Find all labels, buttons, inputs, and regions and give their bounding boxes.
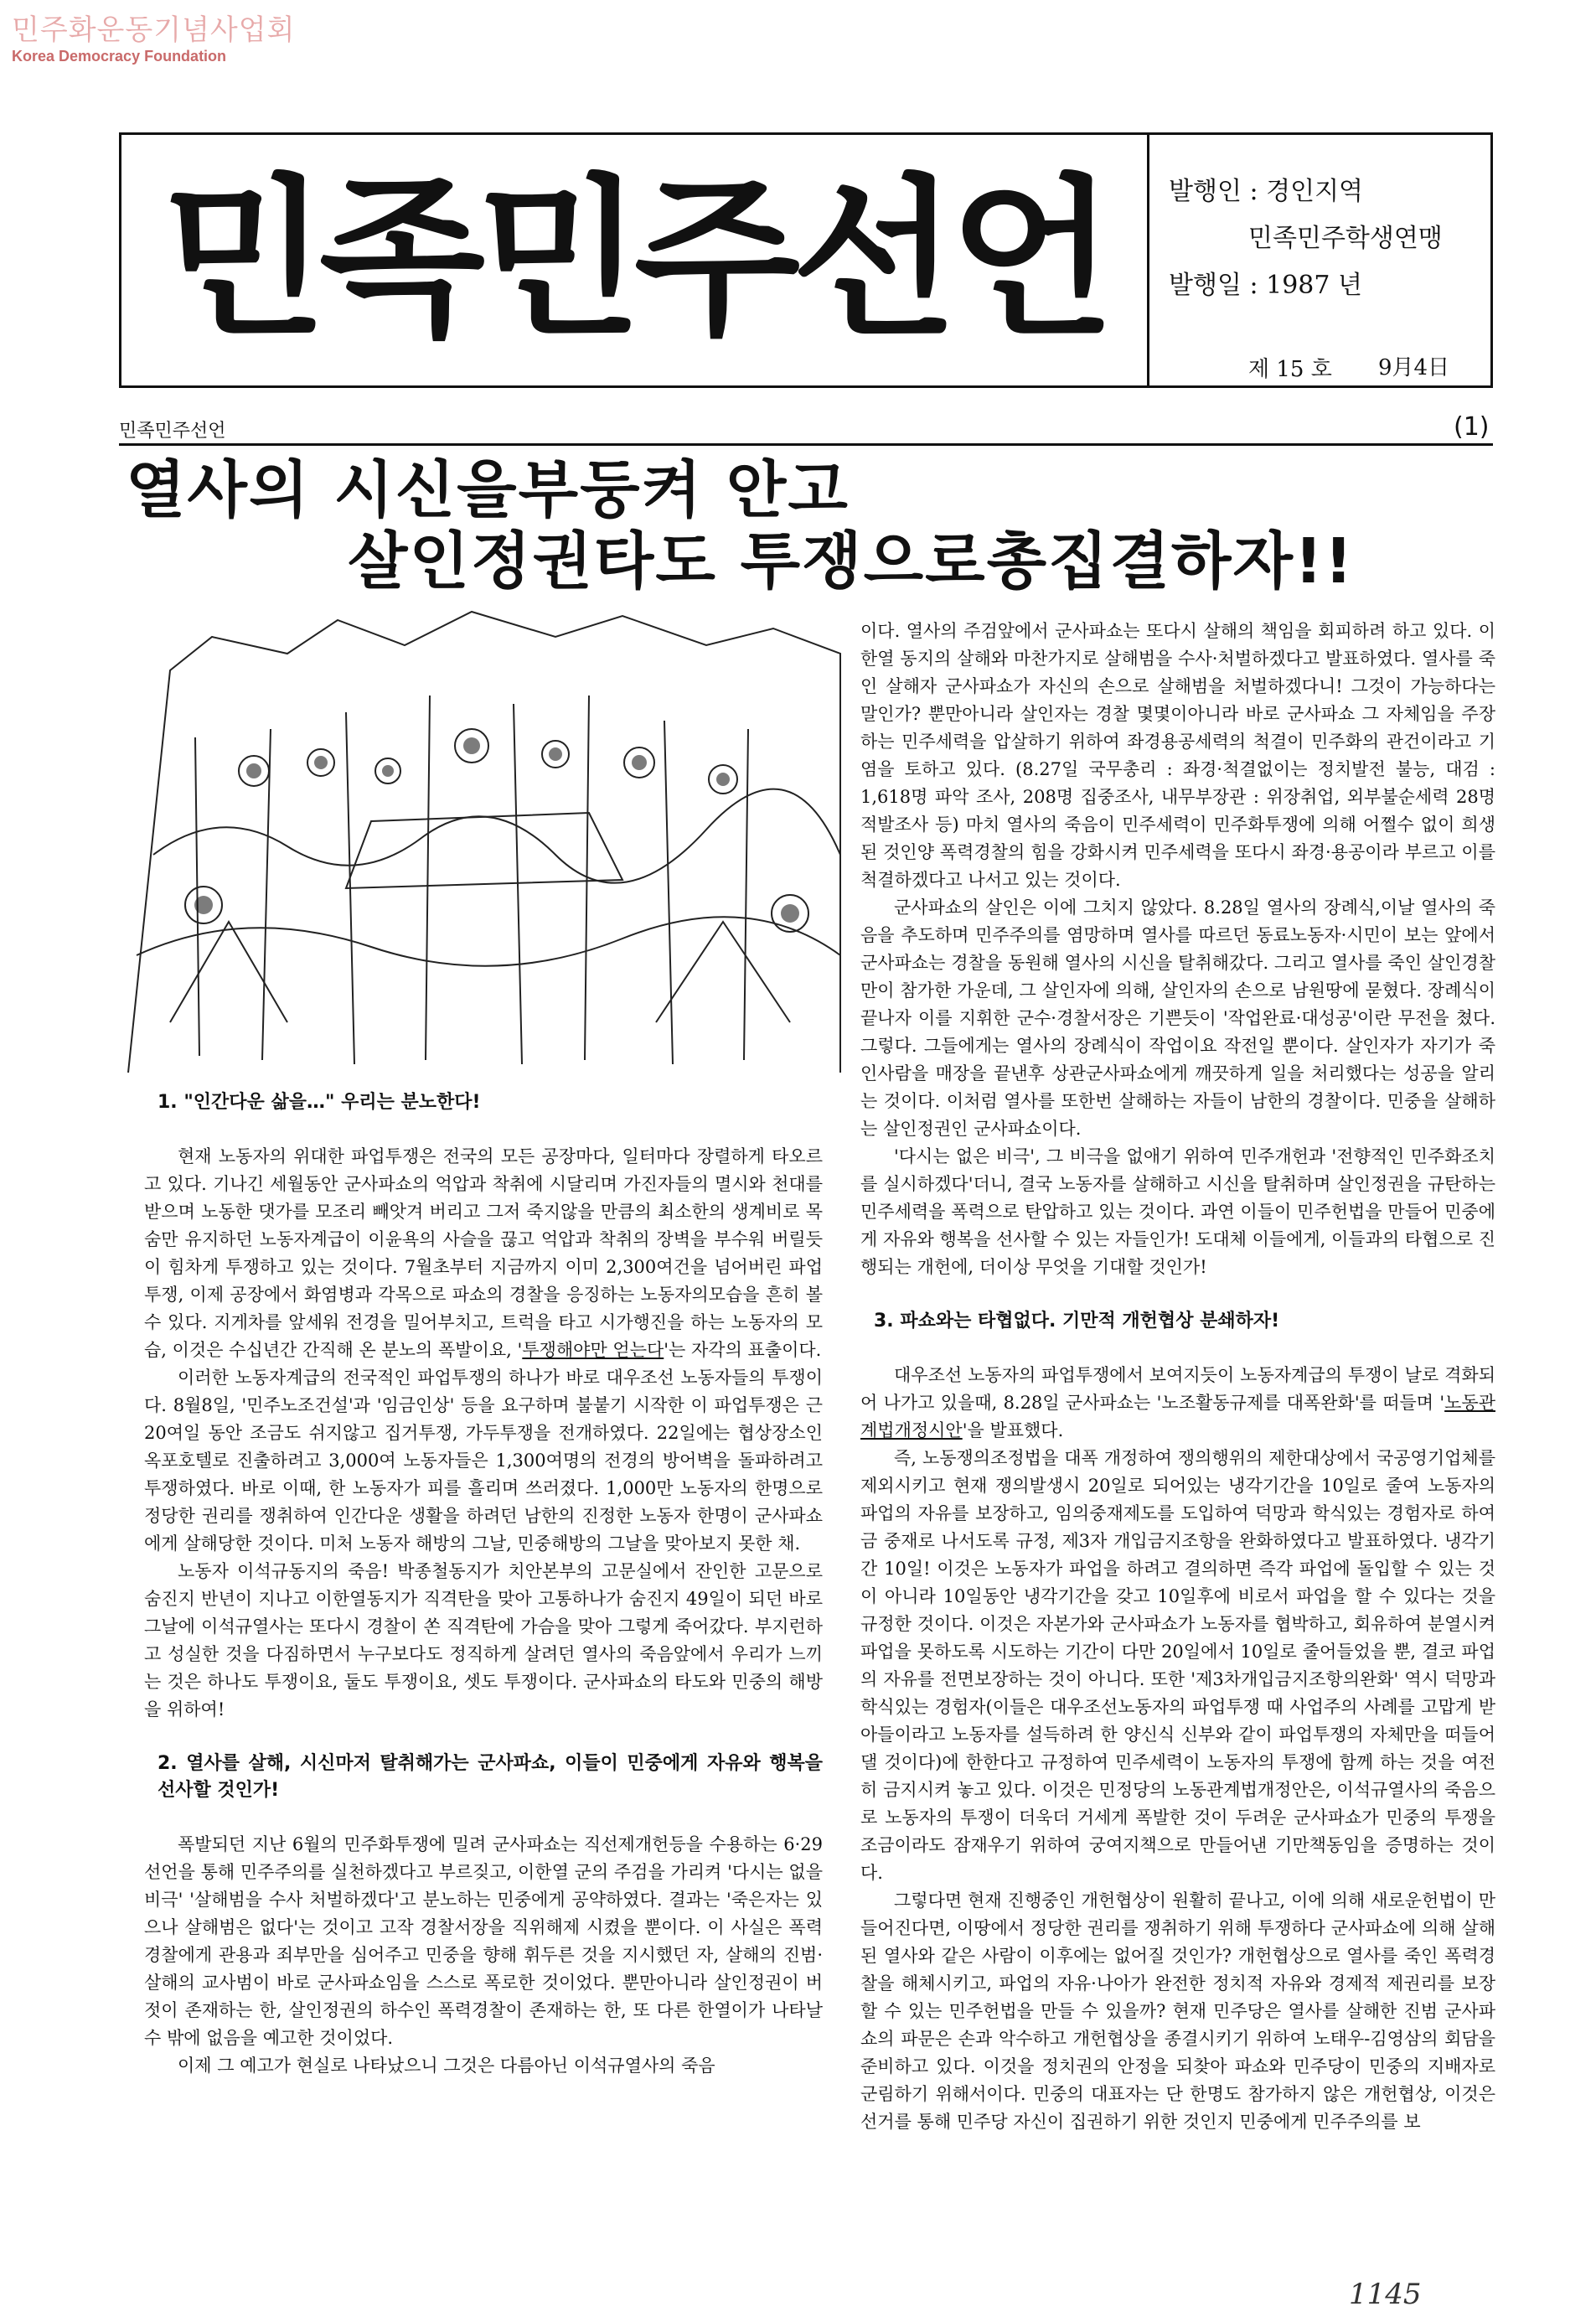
newspaper-title: 민족민주선언 [121,135,1149,385]
paragraph [144,1143,823,1364]
running-header: 민족민주선언 [119,421,226,442]
section-2-heading: 2. 열사를 살해, 시신마저 탈취해가는 군사파쇼, 이들이 민중에게 자유와 행복을 선사할 것인가! [158,1753,823,1801]
masthead [119,132,1493,388]
headline-line-1: 열사의 시신을부둥켜 안고 [126,454,850,526]
handwritten-archive-number: 1145 [1349,2278,1422,2311]
paragraph: 이다. 열사의 주검앞에서 군사파쇼는 또다시 살해의 책임을 회피하려 하고 있다. 이한열 동지의 살해와 마찬가지로 살해범을 수사·처벌하겠다고 발표하였다. 열사를 죽인 살해자 군사파쇼가 자신의 손으로 살해범을 처벌하겠다니! 그것이 가능하다는 말인가? 뿐만아니라 살인자는 경찰 몇몇이아니라 바로 군사파쇼 그 자체임을 주장하는 민주세력을 압살하기 위하여 좌경용공세력의 척결이 민주화의 관건이라고 기염을 토하고 있다. (8.27일 국무총리 : 좌경·척결없이는 정치발전 불능, 대검 : 1,618명 파악 조사, 208명 집중조사, 내무부장관 : 위장취업, 외부불순세력 28명 적발조사 등) 마치 열사의 죽음이 민주세력이 민주화투쟁에 의해 어쩔수 없이 희생된 것인양 폭력경찰의 힘을 강화시켜 민주세력을 또다시 좌경·용공이라 부르고 이를 척결하겠다고 나서고 있는 것이다. [860,621,1495,890]
watermark-korean: 민주화운동기념사업회 [12,13,296,47]
text-segment: '는 자각의 표출이다. [664,1340,822,1360]
text-segment: 대우조선 노동자의 파업투쟁에서 보여지듯이 노동자계급의 투쟁이 날로 격화되어 나가고 있을때, 8.28일 군사파쇼는 '노조활동규제를 대폭완화'를 떠들며 ' [860,1365,1495,1413]
date-label: 발행일 : 1987 년 [1169,271,1362,300]
paragraph: 이러한 노동자계급의 전국적인 파업투쟁의 하나가 바로 대우조선 노동자들의 투쟁이다. 8월8일, '민주노조건설'과 '임금인상' 등을 요구하며 불붙기 시작한 이 파업투쟁은 근 20여일 동안 조금도 쉬지않고 집거투쟁, 가두투쟁을 전개하였다. 22일에는 협상장소인 옥포호텔로 진출하려고 3,000여 노동자들은 1,300여명의 전경의 방어벽을 돌파하려고 투쟁하였다. 바로 이때, 한 노동자가 피를 흘리며 쓰러졌다. 1,000만 노동자의 한명으로 정당한 권리를 쟁취하여 인간다운 생활을 하려던 남한의 진정한 노동자 한명이 군사파쇼에게 살해당한 것이다. 미처 노동자 해방의 그날, 민중해방의 그날을 맞아보지 못한 채. [144,1368,823,1554]
publication-info [1169,168,1450,382]
paragraph: '다시는 없은 비극', 그 비극을 없애기 위하여 민주개헌과 '전향적인 민주화조치를 실시하겠다'더니, 결국 노동자를 살해하고 시신을 탈취하며 살인정권을 규탄하는 민주세력을 폭력으로 탄압하고 있는 것이다. 과연 이들이 민주헌법을 만들어 민중에게 자유와 행복을 선사할 수 있는 자들인가! 도대체 이들에게, 이들과의 타협으로 진행되는 개헌에, 더이상 무엇을 기대할 것인가! [860,1146,1495,1277]
headline-line-2: 살인정권타도 투쟁으로총집결하자!! [348,525,1355,597]
right-column [860,618,1495,2136]
issue-date: 9月4日 [1378,355,1450,380]
paragraph: 그렇다면 현재 진행중인 개헌협상이 원활히 끝나고, 이에 의해 새로운헌법이 만들어진다면, 이땅에서 정당한 권리를 쟁취하기 위해 투쟁하다 군사파쇼에 의해 살해된 열사와 같은 사람이 이후에는 없어질 것인가? 개헌협상으로 열사를 죽인 폭력경찰을 해체시키고, 파업의 자유·나아가 완전한 정치적 자유와 경제적 제권리를 보장할 수 있는 민주헌법을 만들 수 있을까? 현재 민주당은 열사를 살해한 진범 군사파쇼의 파문은 손과 악수하고 개헌협상을 종결시키기 위하여 노태우-김영삼의 회담을 준비하고 있다. 이것을 정치권의 안정을 되찾아 파쇼와 민주당이 민중의 지배자로 군림하기 위해서이다. 민중의 대표자는 단 한명도 참가하지 않은 개헌협상, 이것은 선거를 통해 민주당 자신이 집권하기 위한 것인지 민중에게 민주주의를 보 [860,1890,1495,2132]
paragraph: 노동자 이석규동지의 죽음! 박종철동지가 치안본부의 고문실에서 잔인한 고문으로 숨진지 반년이 지나고 이한열동지가 직격탄을 맞아 고통하나가 숨진지 49일이 되던 바로 그날에 이석규열사는 또다시 경찰이 쏜 직격탄에 가슴을 맞아 그렇게 죽어갔다. 부지런하고 성실한 것을 다짐하면서 누구보다도 정직하게 살려던 열사의 죽음앞에서 우리가 느끼는 것은 하나도 투쟁이요, 둘도 투쟁이요, 셋도 투쟁이다. 군사파쇼의 타도와 민중의 해방을 위하여! [144,1561,823,1720]
watermark-english: Korea Democracy Foundation [12,48,227,65]
text-segment: '을 발표했다. [962,1420,1064,1440]
publisher-label: 발행인 : 경인지역 [1169,177,1364,206]
page-number: (1) [1454,412,1490,442]
watermark [12,7,295,65]
protest-photo [120,603,849,1077]
publisher-org: 민족민주학생연맹 [1248,224,1443,253]
paragraph: 즉, 노동쟁의조정법을 대폭 개정하여 쟁의행위의 제한대상에서 국공영기업체를 제외시키고 현재 쟁의발생시 20일로 되어있는 냉각기간을 10일로 줄여 노동자의 파업의 자유를 보장하고, 임의중재제도를 도입하여 덕망과 학식있는 경험자로 하여금 중재로 나서도록 규정, 제3자 개입금지조항을 완화하였다고 발표하였다. 냉각기간 10일! 이것은 노동자가 파업을 하려고 결의하면 즉각 파업에 돌입할 수 있는 것이 아니라 10일동안 냉각기간을 갖고 10일후에 비로서 파업을 할 수 있다는 것을 규정한 것이다. 이것은 자본가와 군사파쇼가 노동자를 협박하고, 회유하여 분열시켜 파업을 못하도록 시도하는 기간이 다만 20일에서 10일로 줄어들었을 뿐, 결코 파업의 자유를 전면보장하는 것이 아니다. 또한 '제3차개입금지조항의완화' 역시 덕망과 학식있는 경험자(이들은 대우조선노동자의 파업투쟁 때 사업주의 사례를 고맙게 받아들이라고 노동자를 설득하려 한 양신식 신부와 같이 파업투쟁의 자체만을 떠들어 댈 것이다)에 한한다고 규정하여 민주세력이 노동자의 투쟁에 함께 하는 것을 여전히 금지시켜 놓고 있다. 이것은 민정당의 노동관계법개정안은, 이석규열사의 죽음으로 노동자의 투쟁이 더욱더 거세게 폭발한 것이 두려운 군사파쇼가 민중의 투쟁을 조금이라도 잠재우기 위하여 궁여지책으로 만들어낸 기만책동임을 증명하는 것이다. [860,1448,1495,1883]
left-column [144,1089,823,2080]
paragraph [860,1362,1495,1445]
paragraph: 군사파쇼의 살인은 이에 그치지 않았다. 8.28일 열사의 장례식,이날 열사의 죽음을 추도하며 민주주의를 염망하며 열사를 따르던 동료노동자·시민이 보는 앞에서 군사파쇼는 경찰을 동원해 열사의 시신을 탈취해갔다. 그리고 열사를 죽인 살인경찰만이 참가한 가운데, 그 살인자에 의해, 살인자의 손으로 남원땅에 묻혔다. 장례식이 끝나자 이를 지휘한 군수·경찰서장은 기쁜듯이 '작업완료·대성공'이란 무전을 쳤다. 그렇다. 그들에게는 열사의 장례식이 작업이요 작전일 뿐이다. 살인자가 자기가 죽인사람을 매장을 끝낸후 상관군사파쇼에게 깨끗하게 일을 처리했다는 성공을 알리는 것이다. 이처럼 열사를 또한번 살해하는 자들이 남한의 경찰이다. 민중을 살해하는 살인정권인 군사파쇼이다. [860,897,1495,1139]
underlined-phrase: 노동관계법개정시안 [860,1393,1495,1440]
text-segment: 현재 노동자의 위대한 파업투쟁은 전국의 모든 공장마다, 일터마다 장렬하게 타오르고 있다. 기나긴 세월동안 군사파쇼의 억압과 착취에 시달리며 가진자들의 멸시와 천대를 받으며 노동한 댓가를 모조리 빼앗겨 버리고 그저 죽지않을 만큼의 최소한의 생계비로 목숨만 유지하던 노동자계급이 이윤욕의 사슬을 끊고 억압과 착취의 장벽을 부수워 버릴듯이 힘차게 투쟁하고 있는 것이다. 7월초부터 지금까지 이미 2,300여건을 넘어버린 파업투쟁, 이제 공장에서 화염병과 각목으로 파쇼의 경찰을 응징하는 노동자의모습을 흔히 볼 수 있다. 지게차를 앞세워 전경을 밀어부치고, 트럭을 타고 시가행진을 하는 노동자의 모습, 이것은 수십년간 간직해 온 분노의 폭발이요, ' [144,1146,823,1360]
section-3-heading: 3. 파쇼와는 타협없다. 기만적 개헌협상 분쇄하자! [874,1311,1280,1332]
header-rule [119,443,1493,446]
paragraph: 이제 그 예고가 현실로 나타났으니 그것은 다름아닌 이석규열사의 죽음 [178,2056,715,2076]
section-1-heading: 1. "인간다운 삶을…" 우리는 분노한다! [158,1092,481,1113]
paragraph: 폭발되던 지난 6월의 민주화투쟁에 밀려 군사파쇼는 직선제개헌등을 수용하는 6·29선언을 통해 민주주의를 실천하겠다고 부르짖고, 이한열 군의 주검을 가리켜 '다시는 없을 비극' '살해범을 수사 처벌하겠다'고 분노하는 민중에게 공약하였다. 결과는 '죽은자는 있으나 살해범은 없다'는 것이고 고작 경찰서장을 직위해제 시켰을 뿐이다. 이 사실은 폭력 경찰에게 관용과 죄부만을 심어주고 민중을 향해 휘두른 것을 지시했던 자, 살해의 진범·살해의 교사범이 바로 군사파쇼임을 스스로 폭로한 것이었다. 뿐만아니라 살인정권이 버젓이 존재하는 한, 살인정권의 하수인 폭력경찰이 존재하는 한, 또 다른 한열이가 나타날 수 밖에 없음을 예고한 것이었다. [144,1834,823,2048]
issue-number: 제 15 호 [1248,357,1332,382]
underlined-phrase: 투쟁해야만 얻는다 [522,1340,664,1360]
